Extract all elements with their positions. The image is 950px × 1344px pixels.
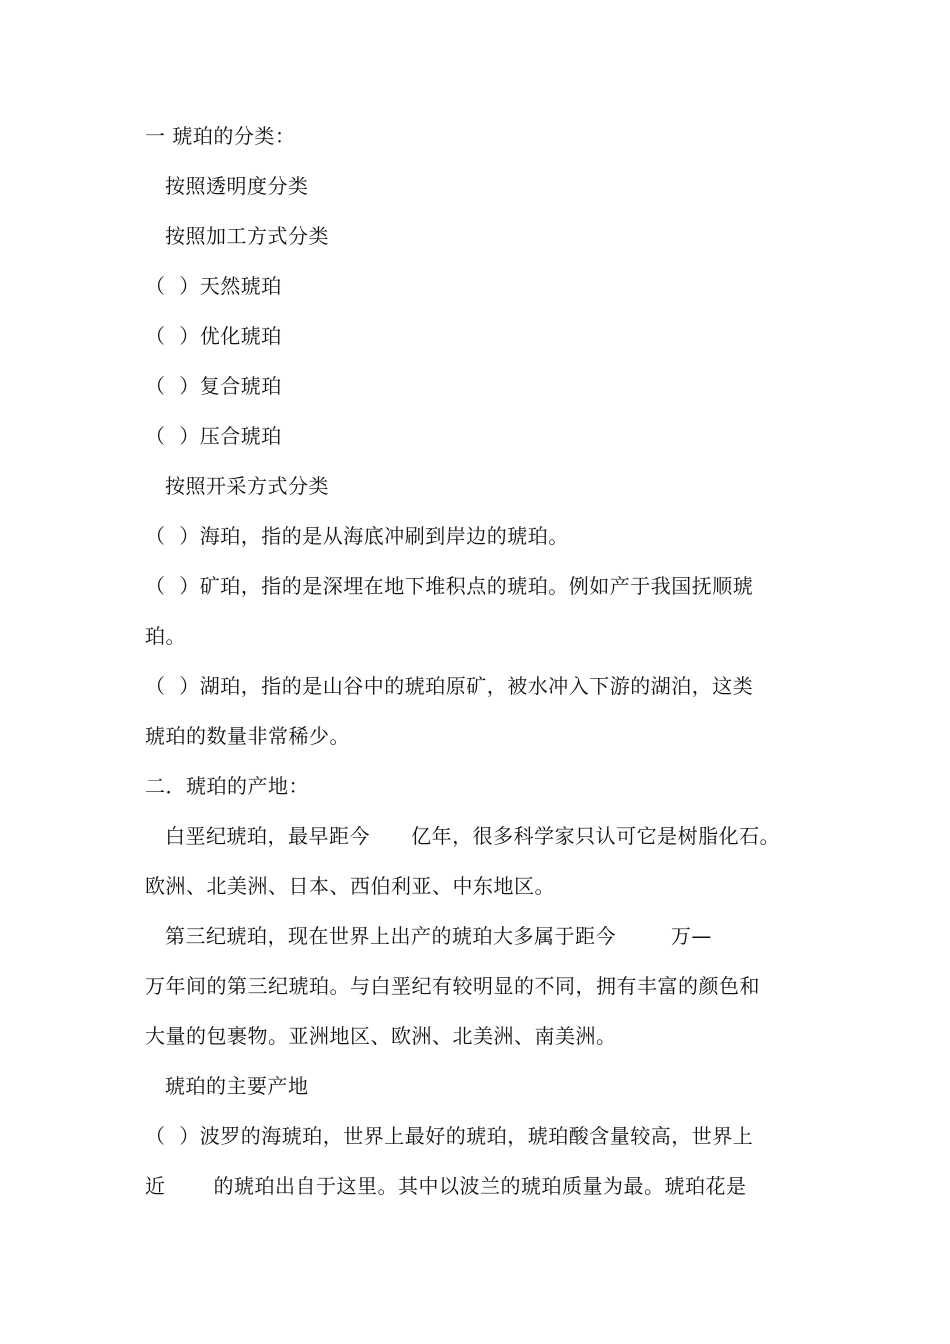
item-sea-amber: （ ）海珀，指的是从海底冲刷到岸边的琥珀。 xyxy=(145,524,569,548)
subheading-by-transparency: 按照透明度分类 xyxy=(165,174,309,198)
item-mine-amber-continued: 珀。 xyxy=(145,624,186,648)
item-optimized-amber: （ ）优化琥珀 xyxy=(145,324,282,348)
item-lake-amber: （ ）湖珀，指的是山谷中的琥珀原矿，被水冲入下游的湖泊，这类 xyxy=(145,674,754,698)
paragraph-tertiary: 第三纪琥珀，现在世界上出产的琥珀大多属于距今 万— xyxy=(165,924,712,948)
paragraph-cretaceous-regions: 欧洲、北美洲、日本、西伯利亚、中东地区。 xyxy=(145,874,555,898)
paragraph-tertiary-regions: 大量的包裹物。亚洲地区、欧洲、北美洲、南美洲。 xyxy=(145,1024,617,1048)
item-lake-amber-continued: 琥珀的数量非常稀少。 xyxy=(145,724,350,748)
subheading-by-processing: 按照加工方式分类 xyxy=(165,224,329,248)
paragraph-cretaceous: 白垩纪琥珀，最早距今 亿年，很多科学家只认可它是树脂化石。 xyxy=(165,824,781,848)
subheading-by-mining: 按照开采方式分类 xyxy=(165,474,329,498)
section-heading-classification: 一 琥珀的分类： xyxy=(145,124,296,148)
paragraph-tertiary-continued: 万年间的第三纪琥珀。与白垩纪有较明显的不同，拥有丰富的颜色和 xyxy=(145,974,760,998)
item-natural-amber: （ ）天然琥珀 xyxy=(145,274,282,298)
item-mine-amber: （ ）矿珀，指的是深埋在地下堆积点的琥珀。例如产于我国抚顺琥 xyxy=(145,574,754,598)
item-baltic-amber-continued: 近 的琥珀出自于这里。其中以波兰的琥珀质量为最。琥珀花是 xyxy=(145,1174,747,1198)
item-composite-amber: （ ）复合琥珀 xyxy=(145,374,282,398)
subheading-main-origins: 琥珀的主要产地 xyxy=(165,1074,309,1098)
item-pressed-amber: （ ）压合琥珀 xyxy=(145,424,282,448)
item-baltic-amber: （ ）波罗的海琥珀，世界上最好的琥珀，琥珀酸含量较高，世界上 xyxy=(145,1124,754,1148)
section-heading-origin: 二．琥珀的产地： xyxy=(145,774,309,798)
